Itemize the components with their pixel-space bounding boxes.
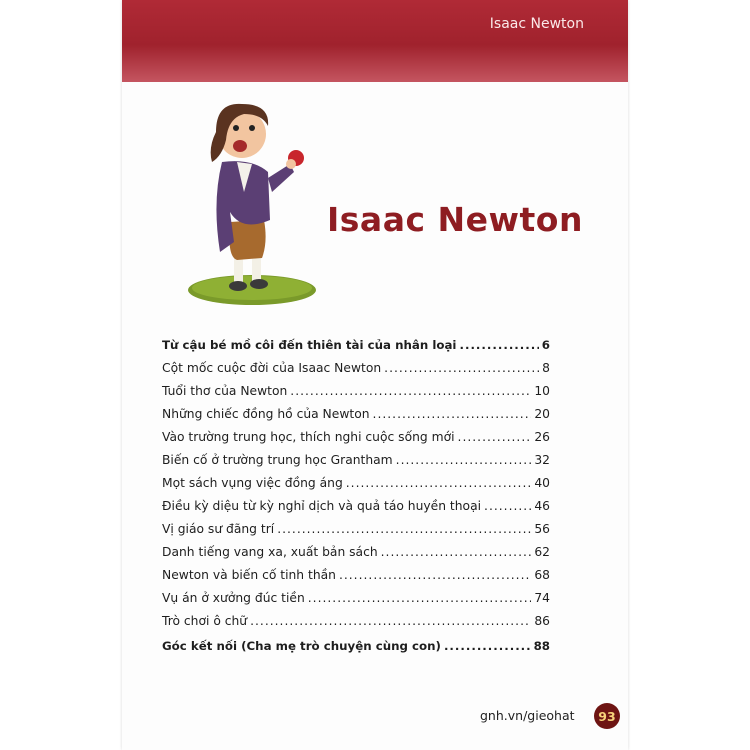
toc-entry-title: Từ cậu bé mồ côi đến thiên tài của nhân loại — [162, 338, 457, 352]
dot-leader — [339, 568, 531, 582]
toc-entry-page: 6 — [541, 338, 550, 352]
dot-leader — [290, 384, 531, 398]
toc-entry-title: Mọt sách vụng việc đồng áng — [162, 476, 343, 490]
dot-leader — [444, 639, 531, 653]
toc-entry — [162, 614, 550, 637]
dot-leader — [459, 338, 538, 352]
dot-leader — [373, 407, 532, 421]
toc-entry-page: 20 — [534, 407, 550, 421]
header-band — [122, 0, 628, 82]
toc-entry — [162, 522, 550, 545]
dot-leader — [396, 453, 532, 467]
toc-entry-title: Cột mốc cuộc đời của Isaac Newton — [162, 361, 382, 375]
toc-entry-title: Trò chơi ô chữ — [162, 614, 248, 628]
toc-entry — [162, 568, 550, 591]
toc-entry-title: Vụ án ở xưởng đúc tiền — [162, 591, 305, 605]
toc-entry-title: Vào trường trung học, thích nghi cuộc sống mới — [162, 430, 455, 444]
toc-entry-page: 88 — [533, 639, 550, 653]
toc-entry-title: Điều kỳ diệu từ kỳ nghỉ dịch và quả táo huyền thoại — [162, 499, 482, 513]
dot-leader — [381, 545, 532, 559]
toc-entry-page: 74 — [534, 591, 550, 605]
toc-entry — [162, 545, 550, 568]
toc-entry — [162, 384, 550, 407]
toc-entry-page: 56 — [534, 522, 550, 536]
table-of-contents — [162, 338, 550, 662]
toc-entry-page: 40 — [534, 476, 550, 490]
toc-entry-title: Góc kết nối (Cha mẹ trò chuyện cùng con) — [162, 639, 441, 653]
toc-entry-title: Newton và biến cố tinh thần — [162, 568, 336, 582]
toc-entry — [162, 639, 550, 662]
book-page — [122, 0, 628, 750]
toc-entry-title: Tuổi thơ của Newton — [162, 384, 288, 398]
toc-entry — [162, 453, 550, 476]
page-title: Isaac Newton — [327, 200, 583, 239]
toc-entry-title: Danh tiếng vang xa, xuất bản sách — [162, 545, 378, 559]
toc-entry-page: 10 — [534, 384, 550, 398]
dot-leader — [484, 499, 531, 513]
dot-leader — [458, 430, 532, 444]
dot-leader — [384, 361, 539, 375]
toc-entry-page: 32 — [534, 453, 550, 467]
page-number-badge: 93 — [594, 703, 620, 729]
toc-entry — [162, 430, 550, 453]
toc-entry — [162, 407, 550, 430]
dot-leader — [346, 476, 532, 490]
toc-entry — [162, 499, 550, 522]
toc-entry-page: 8 — [542, 361, 550, 375]
toc-entry-page: 86 — [534, 614, 550, 628]
toc-entry-page: 68 — [534, 568, 550, 582]
toc-entry-page: 26 — [534, 430, 550, 444]
dot-leader — [277, 522, 531, 536]
toc-entry — [162, 476, 550, 499]
toc-entry — [162, 361, 550, 384]
toc-entry — [162, 338, 550, 361]
toc-entry — [162, 591, 550, 614]
toc-entry-title: Những chiếc đồng hồ của Newton — [162, 407, 370, 421]
dot-leader — [250, 614, 531, 628]
toc-entry-title: Vị giáo sư đãng trí — [162, 522, 275, 536]
newton-illustration — [182, 92, 322, 307]
footer-url: gnh.vn/gieohat — [480, 708, 575, 723]
toc-entry-page: 62 — [534, 545, 550, 559]
dot-leader — [308, 591, 532, 605]
running-title: Isaac Newton — [489, 16, 584, 32]
toc-entry-title: Biến cố ở trường trung học Grantham — [162, 453, 393, 467]
toc-entry-page: 46 — [534, 499, 550, 513]
